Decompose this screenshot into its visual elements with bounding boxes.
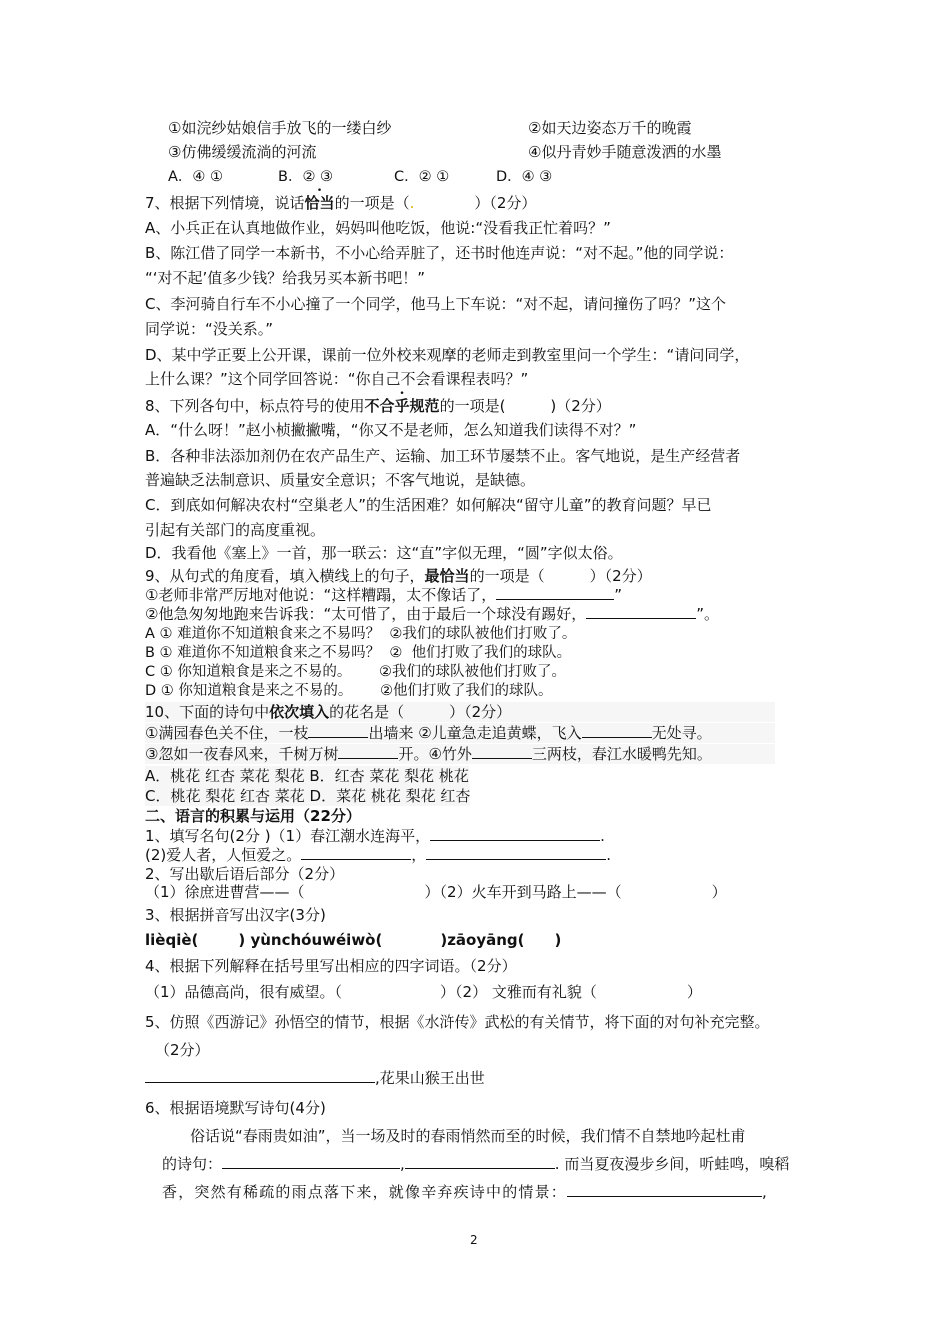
s2-q4-close: ）	[686, 983, 702, 1001]
q9-sentence-2-text: ②他急匆匆地跑来告诉我：“太可惜了，由于最后一个球没有踢好，	[145, 605, 587, 623]
s2-q1-line2	[145, 845, 611, 865]
q10-line-2-a: ③忽如一夜春风来，千树万树	[145, 745, 339, 763]
q8-keyword: • 不合乎规范	[365, 397, 440, 415]
s2-q1b-prefix: (2)爱人者，人恒爱之。	[145, 846, 302, 864]
q6-choice-c: C．② ①	[394, 169, 450, 185]
page-number: 2	[470, 1233, 478, 1247]
q7-option-a: A、小兵正在认真地做作业，妈妈叫他吃饭，他说:“没看我正忙着吗？”	[145, 219, 611, 237]
q6-option-2: ②如天边姿态万千的晚霞	[528, 119, 692, 137]
q10-line-1-c: 无处寻。	[651, 724, 712, 742]
q10-stem	[145, 702, 775, 722]
q7-keyword: 恰当	[304, 194, 335, 212]
q8-prefix: 8、下列各句中，标点符号的使用	[145, 397, 365, 415]
q8-option-b-line2: 普遍缺乏法制意识、质量安全意识；不客气地说，是缺德。	[145, 471, 536, 489]
s2-q2-items	[145, 882, 727, 902]
q8-stem	[145, 396, 611, 416]
q9-sentence-1	[145, 585, 622, 605]
s2-q6-para-2-c: . 而当夏夜漫步乡间，听蛙鸣，嗅稻	[554, 1155, 790, 1173]
pinyin-zaoyang: )zāoyāng(	[440, 931, 525, 949]
q6-choice-b: B．② ③	[278, 169, 334, 185]
s2-q1-line1	[145, 826, 605, 846]
pinyin-lieqie: lièqiè(	[145, 931, 199, 949]
q7-option-d-line2: 上什么课？”这个同学回答说：“你自己不会看课程表吗？”	[145, 370, 529, 388]
s2-q5-title: 5、仿照《西游记》孙悟空的情节，根据《水浒传》武松的有关情节，将下面的对句补充完整。	[145, 1013, 770, 1031]
s2-q6-para-2-b: ,	[400, 1155, 405, 1173]
s2-q6-para-3	[162, 1182, 768, 1202]
q7-mark: .	[409, 194, 415, 212]
q6-option-4: ④似丹青妙手随意泼洒的水墨	[528, 143, 722, 161]
q9-sentence-2-end: ”。	[696, 605, 720, 623]
q10-blank-1[interactable]	[308, 723, 368, 738]
s2-q6-para-3-a: 香，突然有稀疏的雨点落下来，就像辛弃疾诗中的情景：	[162, 1183, 568, 1201]
q6-option-3: ③仿佛缓缓流淌的河流	[168, 143, 317, 161]
s2-q2-item-2: ）（2）火车开到马路上——（	[424, 883, 622, 901]
pinyin-yunchouweiwo: ) yùnchóuwéiwò(	[238, 931, 383, 949]
q7-option-b-line2: “‘对不起’值多少钱？给我另买本新书吧！”	[145, 269, 426, 287]
q9-prefix: 9、从句式的角度看，填入横线上的句子，	[145, 567, 425, 585]
pinyin-close: )	[554, 931, 562, 949]
s2-q6-para-2	[162, 1154, 789, 1174]
q9-blank-1[interactable]	[496, 585, 614, 600]
s2-q2-close: ）	[711, 883, 727, 901]
s2-q1-end: .	[600, 827, 605, 845]
q8-option-c-line1: C．到底如何解决农村“空巢老人”的生活困难？如何解决“留守儿童”的教育问题？早已	[145, 496, 712, 514]
s2-q1b-mid: ，	[411, 846, 427, 864]
q7-option-c-line1: C、李河骑自行车不小心撞了一个同学，他马上下车说：“对不起，请问撞伤了吗？”这个	[145, 295, 727, 313]
s2-q1-blank-3[interactable]	[426, 845, 606, 860]
s2-q4-item-2: ）（2） 文雅而有礼貌（	[440, 983, 597, 1001]
q6-choice-d: D．④ ③	[496, 169, 553, 185]
s2-q1b-end: .	[606, 846, 612, 864]
q9-blank-2[interactable]	[586, 604, 696, 619]
s2-q6-blank-3[interactable]	[567, 1182, 762, 1197]
q7-option-c-line2: 同学说：“没关系。”	[145, 320, 274, 338]
s2-q6-blank-2[interactable]	[405, 1154, 555, 1169]
s2-q4-item-1: （1）品德高尚，很有威望。（	[145, 983, 343, 1001]
q6-option-1: ①如浣纱姑娘信手放飞的一缕白纱	[168, 119, 392, 137]
q9-sentence-2	[145, 604, 719, 624]
q10-line-2-b: 开。④竹外	[398, 745, 472, 763]
q7-suffix-1: 的一项是（	[334, 194, 410, 212]
q10-line-1-a: ①满园春色关不住，一枝	[145, 724, 309, 742]
s2-q6-para-1: 俗话说“春雨贵如油”，当一场及时的春雨悄然而至的时候，我们情不自禁地吟起杜甫	[190, 1127, 746, 1145]
q10-line-1-b: 出墙来 ②儿童急走追黄蝶，飞入	[368, 724, 582, 742]
s2-q6-title: 6、根据语境默写诗句(4分)	[145, 1099, 326, 1117]
q7-stem	[145, 193, 536, 213]
q9-sentence-1-end: ”	[614, 586, 623, 604]
q9-option-c: C ① 你知道粮食是来之不易的。 ②我们的球队被他们打败了。	[145, 664, 566, 680]
s2-q3-pinyin	[145, 930, 561, 950]
q9-option-a: A ① 难道你不知道粮食来之不易吗？ ②我们的球队被他们打败了。	[145, 626, 577, 642]
s2-q1-blank-2[interactable]	[301, 845, 411, 860]
q8-option-b-line1: B．各种非法添加剂仍在农产品生产、运输、加工环节屡禁不止。客气地说，是生产经营者	[145, 447, 741, 465]
q10-line-1	[145, 723, 775, 743]
q10-suffix: 的花名是（ ）（2分）	[329, 703, 512, 721]
s2-q5-line	[145, 1068, 485, 1088]
s2-q4-title: 4、根据下列解释在括号里写出相应的四字词语。（2分）	[145, 957, 517, 975]
q9-option-b: B ① 难道你不知道粮食来之不易吗？ ② 他们打败了我们的球队。	[145, 645, 572, 661]
q10-blank-2[interactable]	[582, 723, 652, 738]
section-2-title: 二、语言的积累与运用（22分）	[145, 807, 361, 825]
q10-line-2-c: 三两枝，春江水暖鸭先知。	[531, 745, 712, 763]
s2-q5-blank[interactable]	[145, 1068, 375, 1083]
q10-line-2	[145, 744, 775, 764]
q8-option-d: D．我看他《塞上》一首，那一联云：这“直”字似无理，“圆”字似太俗。	[145, 544, 623, 562]
s2-q3-title: 3、根据拼音写出汉字(3分)	[145, 906, 326, 924]
q10-prefix: 10、下面的诗句中	[145, 703, 270, 721]
q7-prefix: 7、根据下列情境，说话	[145, 194, 305, 212]
q10-blank-4[interactable]	[472, 744, 532, 759]
q9-keyword: 最恰当	[424, 567, 470, 585]
q9-option-d: D ① 你知道粮食是来之不易的。 ②他们打败了我们的球队。	[145, 683, 553, 699]
q10-keyword: 依次填入	[269, 703, 330, 721]
q9-stem	[145, 566, 652, 586]
s2-q4-items	[145, 982, 702, 1002]
q7-option-b-line1: B、陈江借了同学一本新书，不小心给弄脏了，还书时他连声说：“对不起。”他的同学说：	[145, 244, 734, 262]
s2-q5-text: ,花果山猴王出世	[375, 1069, 485, 1087]
q8-option-c-line2: 引起有关部门的高度重视。	[145, 521, 326, 539]
s2-q2-item-1: （1）徐庶进曹营——（	[145, 883, 305, 901]
s2-q1-prefix: 1、填写名句(2分 )（1）春江潮水连海平，	[145, 827, 431, 845]
q9-suffix: 的一项是（ ）（2分）	[469, 567, 652, 585]
s2-q2-title: 2、写出歇后语后部分（2分）	[145, 865, 345, 883]
s2-q6-blank-1[interactable]	[222, 1154, 400, 1169]
q10-options-cd: C．桃花 梨花 红杏 菜花 D．菜花 桃花 梨花 红杏	[145, 787, 471, 805]
s2-q5-score: （2分）	[155, 1041, 210, 1059]
q10-options-ab: A．桃花 红杏 菜花 梨花 B．红杏 菜花 梨花 桃花	[145, 767, 469, 785]
q6-choice-a: A．④ ①	[168, 169, 224, 185]
q10-blank-3[interactable]	[338, 744, 398, 759]
s2-q1-blank-1[interactable]	[430, 826, 600, 841]
q9-sentence-1-text: ①老师非常严厉地对他说：“这样糟蹋，太不像话了，	[145, 586, 497, 604]
s2-q6-para-2-a: 的诗句：	[162, 1155, 223, 1173]
q7-option-d-line1: D、某中学正要上公开课，课前一位外校来观摩的老师走到教室里问一个学生：“请问同学，	[145, 346, 750, 364]
s2-q6-para-3-b: ,	[762, 1183, 768, 1201]
q8-option-a: A．“什么呀！”赵小桢撇撇嘴，“你又不是老师，怎么知道我们读得不对？”	[145, 421, 637, 439]
q7-suffix-2: ）（2分）	[474, 194, 537, 212]
q8-suffix: 的一项是( )（2分）	[439, 397, 611, 415]
